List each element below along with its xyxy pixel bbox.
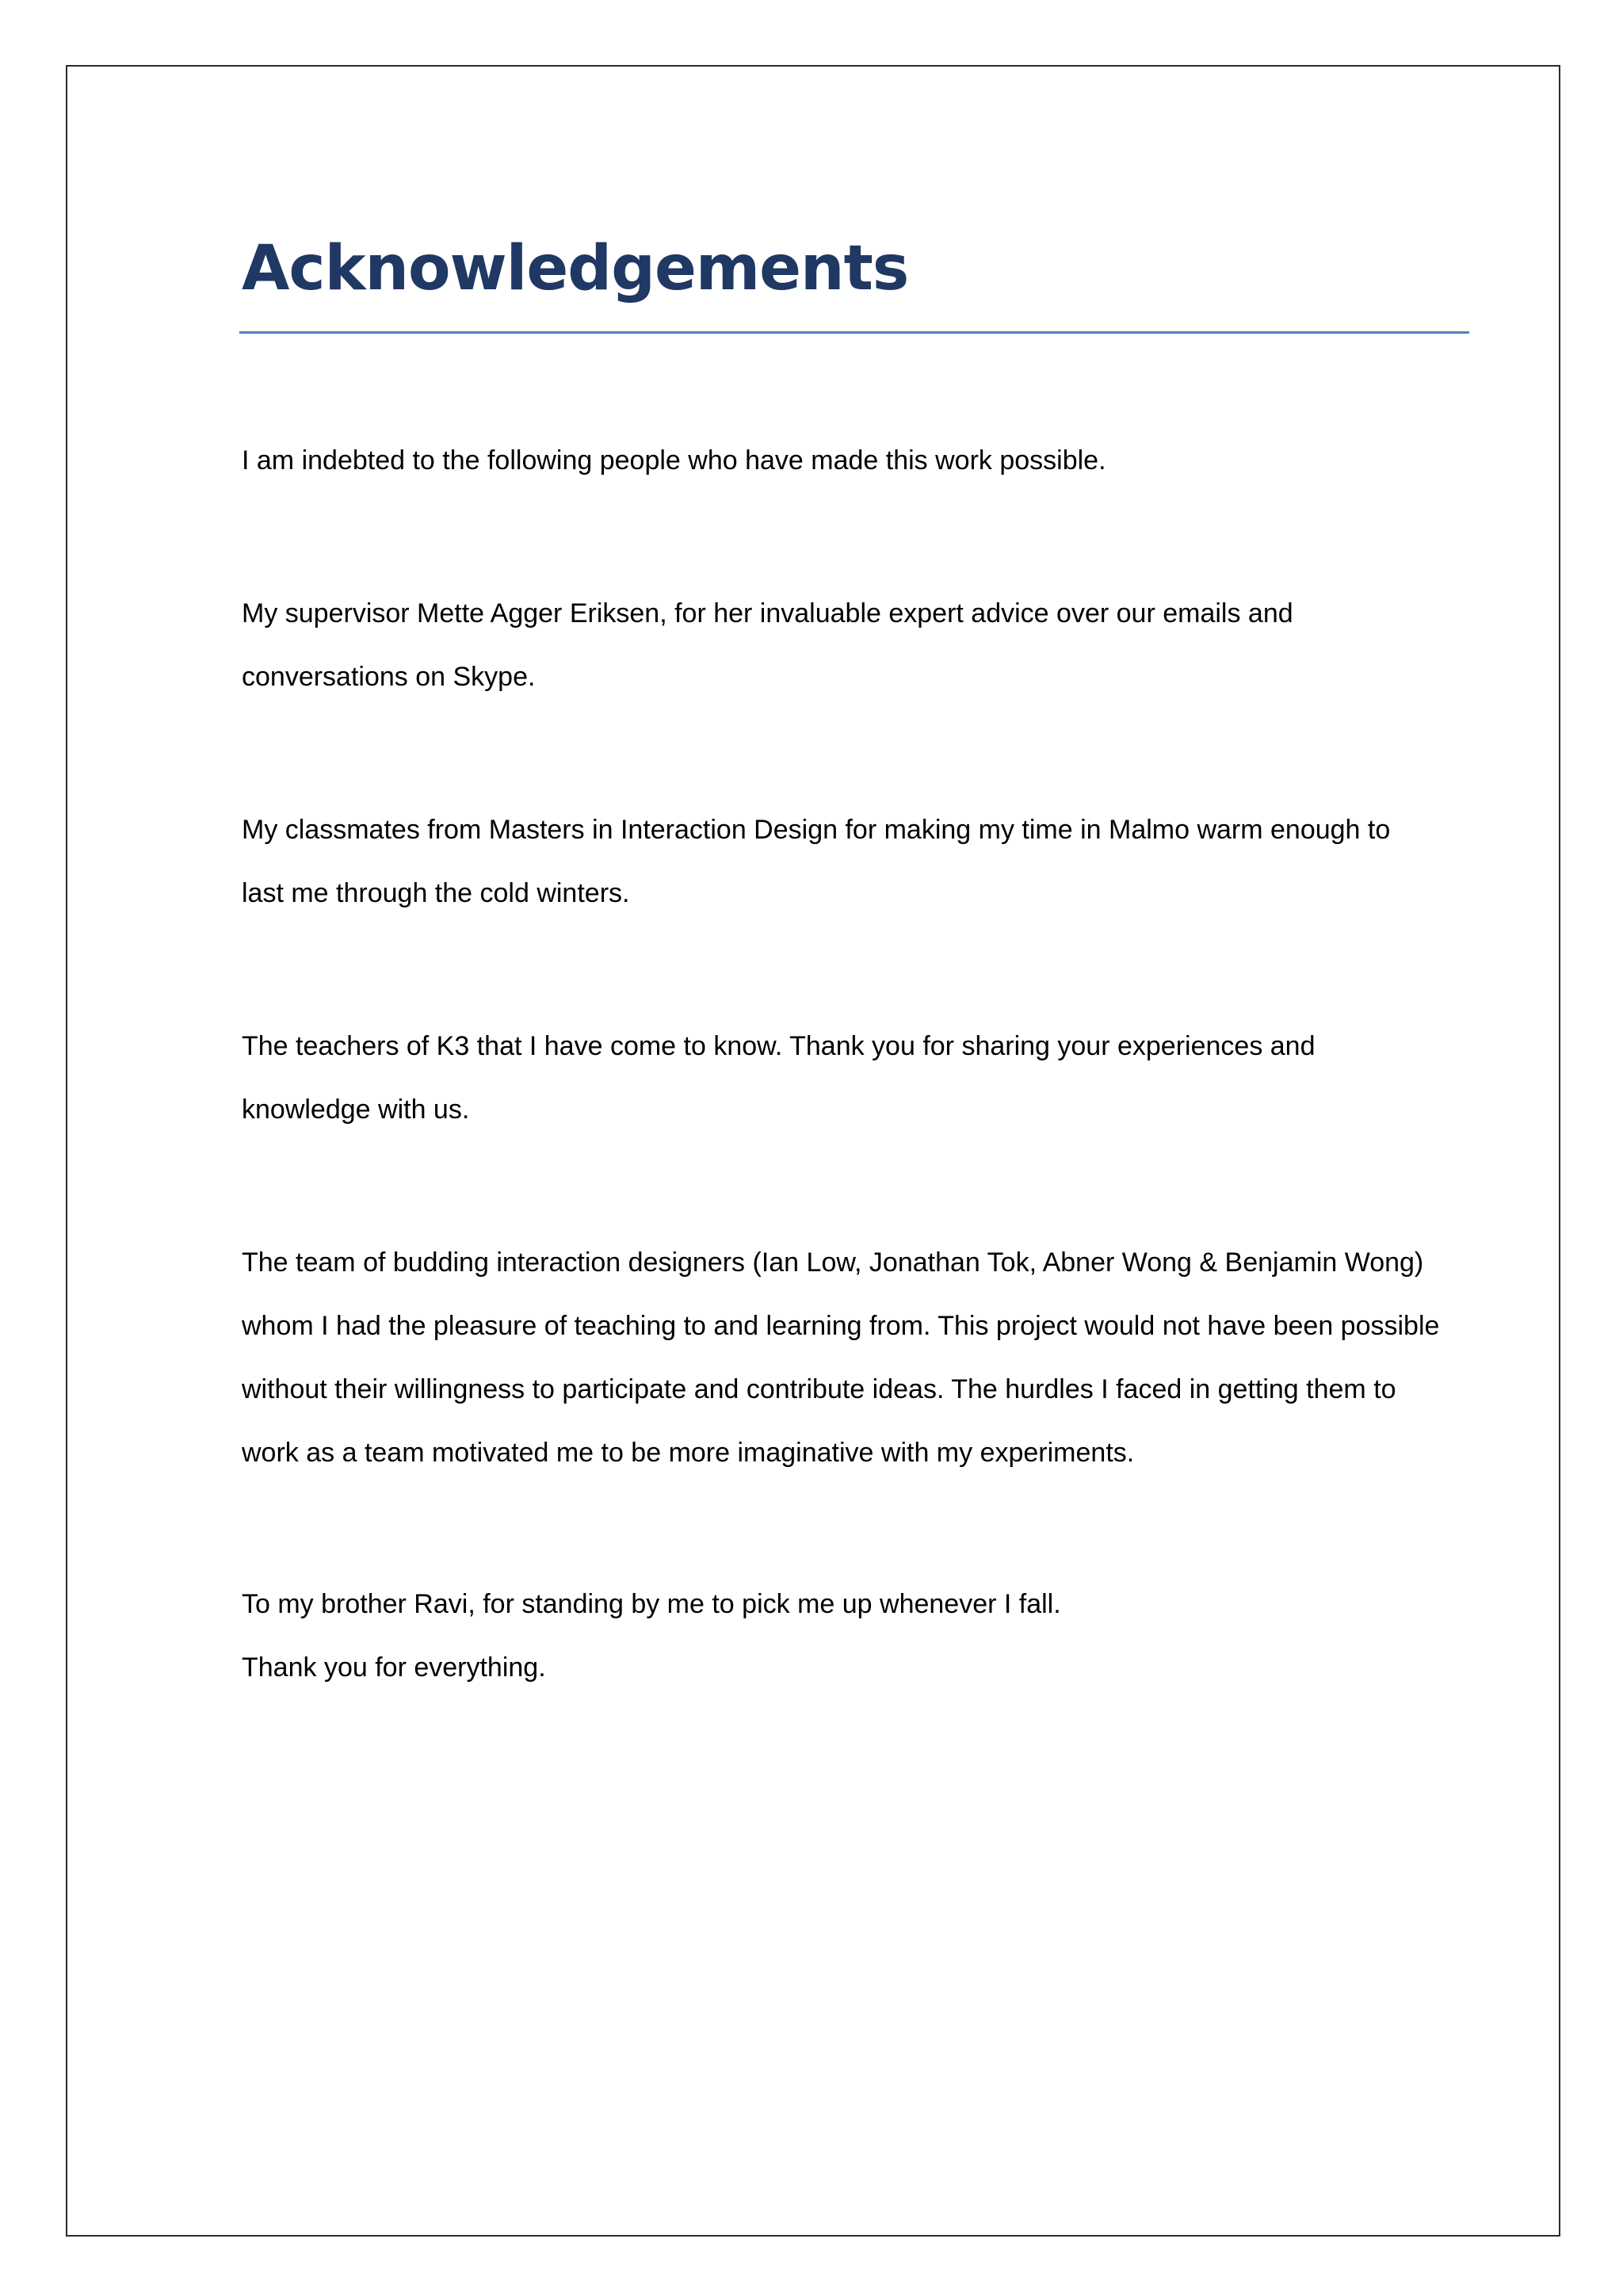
text-line: The team of budding interaction designers (Ian Low, Jonathan Tok, Abner Wong & Benjamin Wong) [242,1247,1424,1278]
text-line: conversations on Skype. [242,662,536,692]
text-line: Thank you for everything. [242,1652,546,1683]
paragraph-intro [242,429,1106,492]
page-border [66,65,1560,2237]
text-line: My classmates from Masters in Interaction Design for making my time in Malmo warm enough to [242,815,1391,845]
paragraph-team [242,1231,1439,1484]
text-line: The teachers of K3 that I have come to know. Thank you for sharing your experiences and [242,1031,1316,1061]
text-line: To my brother Ravi, for standing by me to pick me up whenever I fall. [242,1589,1061,1619]
page-title: Acknowledgements [242,233,909,304]
text-line: My supervisor Mette Agger Eriksen, for her invaluable expert advice over our emails and [242,598,1293,628]
text-line: whom I had the pleasure of teaching to and learning from. This project would not have been possible [242,1311,1440,1341]
paragraph-teachers [242,1014,1316,1141]
text-line: knowledge with us. [242,1095,470,1125]
text-line: without their willingness to participate and contribute ideas. The hurdles I faced in getting them to [242,1374,1396,1404]
title-underline [239,331,1469,334]
text-line: work as a team motivated me to be more imaginative with my experiments. [242,1438,1135,1468]
paragraph-classmates [242,798,1390,925]
text-line: I am indebted to the following people who have made this work possible. [242,445,1106,476]
paragraph-supervisor [242,582,1293,709]
paragraph-brother [242,1572,1061,1699]
text-line: last me through the cold winters. [242,878,630,908]
